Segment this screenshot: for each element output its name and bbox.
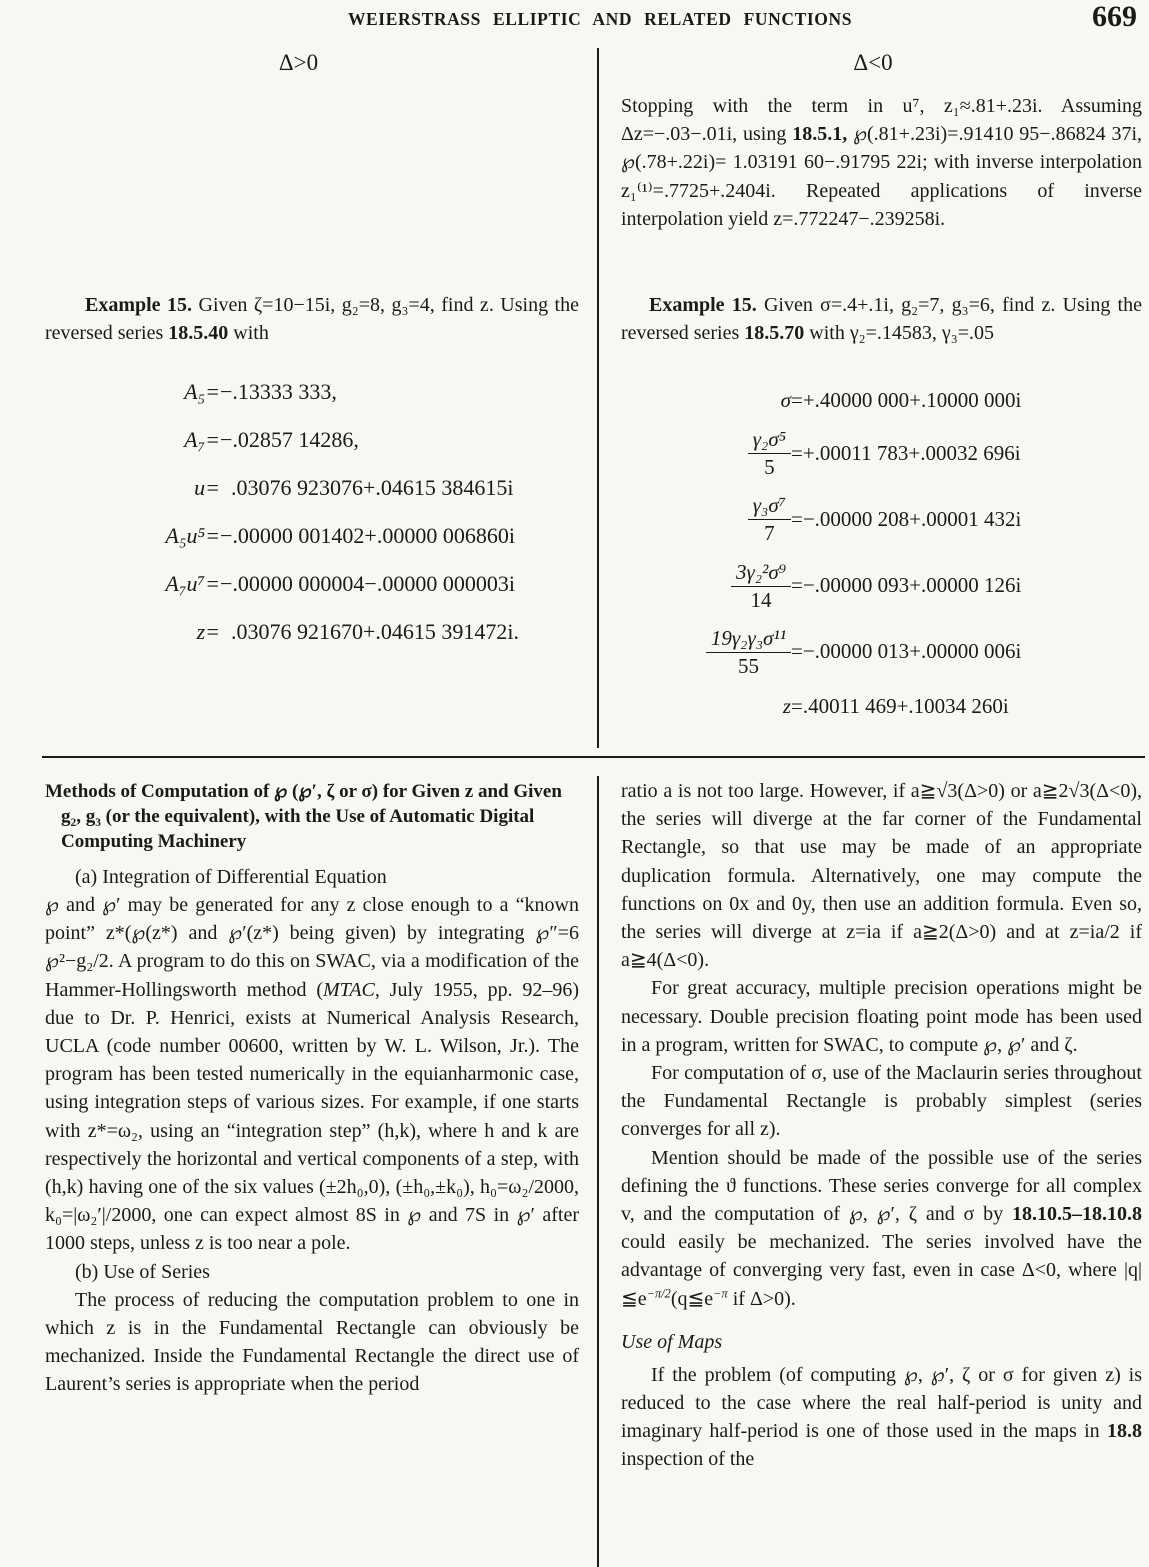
column-heading-delta-positive: Δ>0 bbox=[278, 50, 319, 75]
equation-rhs: =−.00000 093+.00000 126i bbox=[791, 573, 1022, 598]
use-of-maps-paragraph: If the problem (of computing ℘, ℘′, ζ or σ for given z) is reduced to the case where the real half-period is unity and imaginary half-period is one of those used in the maps in 18.8 inspection of the bbox=[621, 1363, 1142, 1471]
precision-paragraph: For great accuracy, multiple precision operations might be necessary. Double precision floating point mode has been used in a program, written for SWAC, to compute ℘, ℘′ and ζ. bbox=[621, 977, 1142, 1056]
equation-lhs: A₅u⁵= bbox=[165, 523, 220, 548]
equation-row bbox=[621, 493, 1142, 545]
fraction-numerator: 19γ₂γ₃σ¹¹ bbox=[706, 626, 791, 653]
maclaurin-paragraph: For computation of σ, use of the Maclaurin series throughout the Fundamental Rectangle is probably simplest (series converges for all z). bbox=[621, 1062, 1142, 1141]
fraction bbox=[706, 626, 791, 678]
example-15-right-paragraph: Example 15. Given σ=.4+.1i, g₂=7, g₃=6, find z. Using the reversed series 18.5.70 with γ₂=.14583, γ₃=.05 bbox=[621, 294, 1142, 345]
fraction-numerator: γ₂σ⁵ bbox=[748, 427, 791, 454]
fraction bbox=[748, 493, 791, 545]
series-divergence-paragraph: ratio a is not too large. However, if a≧√3(Δ>0) or a≧2√3(Δ<0), the series will diverge at the far corner of the Fundamental Rectangle, so that use may be made of an appropriate duplication formula. Alternatively, one may compute the functions on 0x and 0y, then use an addition formula. Even so, the series will diverge at z=ia if a≧2(Δ>0) and at z=ia/2 if a≧4(Δ<0). bbox=[621, 780, 1142, 972]
section-rule bbox=[42, 756, 1145, 758]
equation-rhs: .03076 923076+.04615 384615i bbox=[220, 475, 514, 500]
equation-rhs: =.40011 469+.10034 260i bbox=[791, 694, 1009, 719]
running-head-title: WEIERSTRASS ELLIPTIC AND RELATED FUNCTIONS bbox=[347, 9, 853, 29]
equation-rhs: .03076 921670+.04615 391472i. bbox=[220, 619, 520, 644]
theta-series-paragraph: Mention should be made of the possible use of the series defining the ϑ functions. These series converge for all complex v, and the computation of ℘, ℘′, ζ and σ by 18.10.5–18.10.8 could easily be mechanized. The series involved have the advantage of converging very fast, even in case Δ<0, where $|q|≦e^{-\pi/2}(q≦e^{-\pi}$ if Δ>0). bbox=[621, 1146, 1142, 1310]
methods-of-computation-heading: Methods of Computation of ℘ (℘′, ζ or σ) for Given z and Given g₂, g₃ (or the equivalent), with the Use of Automatic Digital Computing Machinery bbox=[45, 781, 562, 852]
equation-rhs: −.00000 001402+.00000 006860i bbox=[220, 523, 515, 548]
fraction bbox=[748, 427, 791, 479]
equation-row bbox=[621, 694, 1142, 719]
equation-lhs: A₅= bbox=[184, 379, 220, 404]
fraction-denominator: 14 bbox=[750, 587, 772, 612]
fraction-denominator: 55 bbox=[737, 653, 759, 678]
equation-lhs: A₇u⁷= bbox=[165, 571, 220, 596]
example-15-left-paragraph: Example 15. Given ζ=10−15i, g₂=8, g₃=4, find z. Using the reversed series 18.5.40 with bbox=[45, 294, 579, 345]
subsection-b-heading: (b) Use of Series bbox=[75, 1260, 210, 1283]
bottom-left-column bbox=[45, 779, 579, 1398]
left-equation-block bbox=[100, 378, 519, 645]
page-number: 669 bbox=[1092, 0, 1137, 33]
equation-rhs: =−.00000 013+.00000 006i bbox=[791, 639, 1022, 664]
equation-rhs: =+.40000 000+.10000 000i bbox=[791, 388, 1022, 412]
column-heading-delta-negative: Δ<0 bbox=[853, 50, 893, 75]
use-of-maps-heading: Use of Maps bbox=[621, 1330, 723, 1353]
equation-row bbox=[621, 560, 1142, 612]
equation-lhs: A₇= bbox=[184, 427, 220, 452]
use-of-series-paragraph: The process of reducing the computation problem to one in which z is in the Fundamental Rectangle can obviously be mechanized. Inside the Fundamental Rectangle the direct use of Laurent’s series is appropriate when the period bbox=[45, 1288, 579, 1396]
equation-lhs: z= bbox=[196, 619, 220, 644]
equation-lhs: z bbox=[782, 694, 791, 719]
equation-row bbox=[621, 427, 1142, 479]
right-equation-block bbox=[621, 388, 1142, 719]
column-divider-bottom bbox=[597, 776, 599, 1567]
equation-rhs: −.13333 333, bbox=[220, 379, 337, 404]
bottom-right-column bbox=[621, 777, 1142, 1474]
fraction-numerator: 3γ₂²σ⁹ bbox=[731, 560, 791, 587]
equation-rhs: −.00000 000004−.00000 000003i bbox=[220, 571, 515, 596]
delta-negative-intro-paragraph: Stopping with the term in u⁷, z₁≈.81+.23i. Assuming Δz=−.03−.01i, using 18.5.1, ℘(.81+.23i)=.91410 95−.86824 37i, ℘(.78+.22i)= 1.03191 60−.91795 22i; with inverse interpolation z₁⁽¹⁾=.7725+.2404i. Repeated applications of inverse interpolation yield z=.772247−.239258i. bbox=[621, 95, 1142, 230]
equation-lhs: σ bbox=[780, 388, 791, 412]
equation-rhs: =−.00000 208+.00001 432i bbox=[791, 506, 1022, 531]
subsection-a-heading: (a) Integration of Differential Equation bbox=[75, 866, 387, 888]
column-divider-top bbox=[597, 48, 599, 748]
equation-rhs: =+.00011 783+.00032 696i bbox=[791, 440, 1021, 465]
equation-lhs: u= bbox=[194, 475, 220, 500]
fraction-denominator: 7 bbox=[764, 521, 775, 546]
fraction-numerator: γ₃σ⁷ bbox=[748, 493, 791, 520]
fraction bbox=[731, 560, 791, 612]
equation-row bbox=[621, 626, 1142, 678]
fraction-denominator: 5 bbox=[764, 455, 775, 480]
equation-rhs: −.02857 14286, bbox=[220, 427, 359, 452]
equation-row bbox=[621, 388, 1142, 413]
integration-paragraph: ℘ and ℘′ may be generated for any z close enough to a “known point” z*(℘(z*) and ℘′(z*) being given) by integrating ℘″=6 ℘²−g₂/2. A program to do this on SWAC, via a modification of the Hammer-Hollingsworth method (MTAC, July 1955, pp. 92–96) due to Dr. P. Henrici, exists at Numerical Analysis Research, UCLA (code number 00600, written by W. L. Wilson, Jr.). The program has been tested numerically in the equianharmonic case, using integration steps of various sizes. For example, if one starts with z*=ω₂, using an “integration step” (h,k), where h and k are respectively the horizontal and vertical components of a step, with (h,k) having one of the six values (±2h₀,0), (±h₀,±k₀), h₀=ω₂/2000, k₀=|ω₂′|/2000, one can expect almost 8S in ℘ and 7S in ℘′ after 1000 steps, unless z is too near a pole. bbox=[45, 894, 580, 1255]
